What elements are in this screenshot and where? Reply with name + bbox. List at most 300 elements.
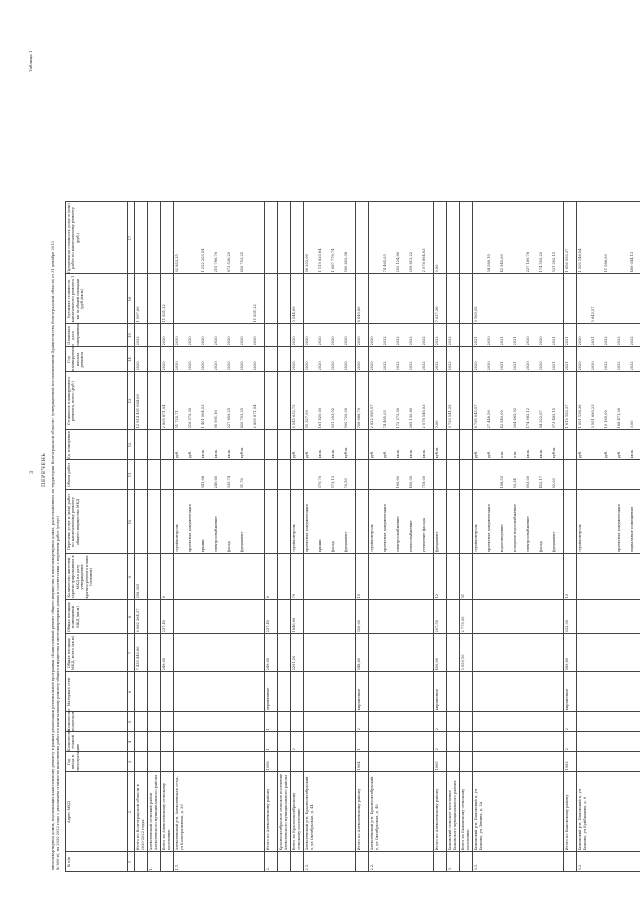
column-header: Количество подъездов [67, 708, 76, 731]
table-cell: 2020 [253, 336, 257, 346]
table-cell: 2 805 871,94 [162, 404, 166, 429]
table-cell: 2022 [630, 361, 634, 371]
row-rule [459, 202, 460, 872]
table-rule [65, 202, 66, 872]
table-cell: 590 802,08 [344, 251, 348, 273]
table-cell: 1 997,66 [136, 306, 140, 323]
table-cell: 820 753,25 [240, 251, 244, 273]
column-header: Ед. измерения [67, 431, 71, 459]
table-cell: 31,76 [240, 478, 244, 489]
row-rule [355, 202, 356, 872]
table-cell: Итого по Алексеевскому району [435, 788, 439, 851]
table-cell: проектная документация [305, 504, 309, 553]
table-cell: 2020 [240, 336, 244, 346]
table-cell: Быковский р-н, Быковский п, ул Быковы, ул Ленина, д. 3А [474, 788, 483, 851]
table-column-rule [65, 771, 640, 772]
table-cell: 718,00 [422, 475, 426, 489]
table-cell: подвальные помещения [630, 506, 634, 553]
table-column-rule [65, 599, 640, 600]
row-rule [147, 202, 148, 872]
table-cell: кирпичные [435, 689, 439, 711]
table-column-rule [65, 553, 640, 554]
column-header: Количество жителей, зарегистрированных в МКД на дату утверждения краткосрочного плана (человек) [67, 555, 94, 599]
table-cell: 3 501 680,23 [591, 404, 595, 429]
table-cell: 2021 [552, 361, 556, 371]
table-cell: фасад [331, 541, 335, 553]
table-cell: 3 544,69 [292, 306, 296, 323]
table-cell: 74 465,03 [383, 254, 387, 273]
table-cell: кв.м. [331, 449, 335, 459]
table-cell: 2 [565, 728, 569, 731]
row-rule [173, 202, 174, 872]
table-cell: 2020 [201, 361, 205, 371]
table-cell: 2 822 085,57 [370, 404, 374, 429]
table-cell: 3 729 541,25 [448, 404, 452, 429]
table-cell: 34 589,10 [487, 254, 491, 273]
table-cell: 2022 [630, 336, 634, 346]
table-cell: 11 831,22 [253, 304, 257, 323]
table-cell: 1958 [266, 761, 270, 771]
table-cell: электроснабжение [396, 516, 400, 553]
table-column-rule [65, 346, 640, 347]
table-cell: руб. [487, 450, 491, 459]
table-cell: 1 656 550,37 [565, 248, 569, 273]
table-cell: 265 130,80 [409, 407, 413, 429]
table-cell: 335,74 [227, 475, 231, 489]
table-cell: 400,00 [409, 475, 413, 489]
table-cell: 209 812,22 [409, 251, 413, 273]
table-cell: 2 775,50 [461, 616, 465, 633]
table-cell: 2022 [396, 361, 400, 371]
table-cell: 13 [565, 593, 569, 599]
table-cell: крыши [201, 539, 205, 553]
table-cell: 2021 [513, 336, 517, 346]
table-cell: 92,00 [552, 478, 556, 489]
table-cell: 15 [357, 593, 361, 599]
table-cell: 2020 [487, 361, 491, 371]
table-cell: 2 [357, 728, 361, 731]
table-cell: 237,40 [266, 619, 270, 633]
table-cell: 2020 [214, 361, 218, 371]
table-cell: 2.1. [305, 863, 309, 871]
column-number: 4 [128, 740, 132, 744]
table-cell: Алексеевский р-н, Краснооктябрьский п, ул Октябрьская, д. 46 [370, 776, 379, 851]
column-header: Плановая дата завершения [67, 322, 80, 346]
column-number: 8 [128, 615, 132, 619]
table-cell: 2020 [136, 361, 140, 371]
table-cell: 174 555,20 [539, 251, 543, 273]
document-title: ПЕРЕЧЕНЬ [41, 452, 47, 487]
table-cell: водоотведение [500, 524, 504, 553]
row-rule [290, 202, 291, 872]
column-number: 14 [128, 357, 132, 362]
table-cell: 2021 [552, 336, 556, 346]
row-rule [368, 202, 369, 872]
table-cell: 2020 [305, 361, 309, 371]
table-cell: 2020 [201, 336, 205, 346]
table-cell: 161 820,00 [318, 407, 322, 429]
table-cell: проектная документация [188, 504, 192, 553]
table-cell: 2020 [253, 361, 257, 371]
table-cell: 873 536,29 [227, 251, 231, 273]
table-cell: 297,50 [435, 619, 439, 633]
table-cell: электроснабжение [214, 516, 218, 553]
row-rule [576, 202, 577, 872]
table-cell: 3.2. [578, 863, 582, 871]
table-cell: 2022 [383, 361, 387, 371]
table-cell: 1 119 820,64 [318, 248, 322, 273]
table-cell: 1 222 203,54 [201, 248, 205, 273]
column-header: Перечень услуг и (или) работ по капитальному ремонту общего имущества МКД [67, 493, 80, 551]
table-cell: руб. [292, 450, 296, 459]
column-header: Год ввода в эксплуатацию [67, 743, 80, 771]
table-cell: 2020 [227, 361, 231, 371]
table-cell: Итого по Алексеевскому району [266, 788, 270, 851]
table-cell: 2022 [409, 361, 413, 371]
table-cell: 489 044,13 [630, 251, 634, 273]
table-cell: 2020 [214, 336, 218, 346]
table-cell: 0,00 [630, 420, 634, 429]
table-cell: фасад [227, 541, 231, 553]
table-cell: фасад [539, 541, 543, 553]
table-cell: кв.м. [409, 449, 413, 459]
table-cell: 2022 [604, 336, 608, 346]
table-cell: 1 001 138,36 [578, 404, 582, 429]
table-column-rule [65, 633, 640, 634]
table-cell: 3 059,10 [461, 654, 465, 671]
column-header: Удельная стоимость капитального ремонта 1 кв. м общей площади (руб./кв.м) [67, 275, 85, 323]
table-cell: руб. [578, 450, 582, 459]
table-cell: 2022 [435, 336, 439, 346]
table-cell: 11 831,22 [162, 304, 166, 323]
table-cell: 2.2. [370, 863, 374, 871]
table-cell: куб.м. [435, 446, 439, 459]
table-cell: п.м. [513, 451, 517, 459]
table-cell: 204 665,92 [513, 407, 517, 429]
table-cell: Быковский сельское поселение Быковского муниципального района [448, 780, 457, 851]
table-cell: 2020 [474, 361, 478, 371]
table-cell: 1964 [357, 761, 361, 771]
column-header: Материал стен [67, 677, 71, 707]
table-cell: Алексеевский р-н, Краснооктябрьский п, ул Октябрьская, д. 44 [305, 776, 314, 851]
table-cell: 452,17 [539, 475, 543, 489]
table-column-rule [65, 459, 640, 460]
table-cell: 62 853,25 [175, 254, 179, 273]
column-header: Предельная стоимость услуг и (или) работ по капитальному ремонту (руб.) [67, 203, 80, 273]
row-rule [134, 202, 135, 872]
column-number: 3 [128, 760, 132, 764]
table-cell: 341,68 [201, 475, 205, 489]
table-column-rule [65, 871, 640, 872]
table-cell: 1. [149, 867, 153, 871]
table-cell: 2020 [318, 361, 322, 371]
column-number: 9 [128, 575, 132, 579]
table-cell: 6 682 364,37 [136, 608, 140, 633]
table-cell: кв.м. [318, 449, 322, 459]
table-cell: 2 078 864,63 [422, 248, 426, 273]
table-cell: 1 619 150,37 [565, 404, 569, 429]
table-cell: 2021 [565, 336, 569, 346]
table-cell: 8 640,80 [357, 306, 361, 323]
table-cell: 70,50 [344, 478, 348, 489]
table-cell: 198,53 [500, 475, 504, 489]
table-cell: крыши [318, 539, 322, 553]
row-rule [160, 202, 161, 872]
table-cell: 2020 [331, 336, 335, 346]
table-cell: Всего по Краснооктябрьскому сельскому поселению [292, 792, 301, 851]
document-subtitle-line-1: многоквартирных домов, подлежащих капитальному ремонту в рамках реализации региональной программы «Капитальный ремонт общего имущества в многоквартирных домах, расположенных на территории Волгоградской области» (утвержденной постановлением Правительства Волгоградской области от 31 декабря 2013 [51, 241, 55, 870]
table-cell: Всего по Алексеевскому сельскому поселению [162, 782, 171, 851]
table-cell: 2022 [136, 336, 140, 346]
table-cell: кв.м. [201, 449, 205, 459]
table-cell: Итого по Быковскому району [565, 794, 569, 851]
table-cell: 42 540,00 [500, 254, 504, 273]
table-cell: Всего по Быковскому сельскому поселению [461, 788, 470, 851]
table-cell: проектная документация [487, 504, 491, 553]
table-cell: 708 688,70 [357, 407, 361, 429]
table-cell: 12 [435, 593, 439, 599]
table-cell: 2 805 871,94 [253, 404, 257, 429]
table-cell: 2020 [188, 336, 192, 346]
table-cell: 2021 [513, 361, 517, 371]
table-cell: проектная документация [617, 504, 621, 553]
table-column-rule [65, 273, 640, 274]
row-rule [446, 202, 447, 872]
table-cell: 74 465,03 [383, 410, 387, 429]
table-cell: 2 078 546,93 [422, 404, 426, 429]
row-rule [472, 202, 473, 872]
table-cell: 2022 [383, 336, 387, 346]
table-cell: 820 753,25 [240, 407, 244, 429]
table-cell: 2020 [292, 361, 296, 371]
table-cell: 2020 [162, 361, 166, 371]
table-cell: 95 991,16 [214, 410, 218, 429]
table-cell: стройконтроль [370, 524, 374, 553]
table-cell: куб.м. [344, 446, 348, 459]
table-cell: 1 [266, 728, 270, 731]
table-cell: кирпичные [357, 689, 361, 711]
table-cell: утепление фасада [422, 517, 426, 553]
table-cell: 320,60 [357, 619, 361, 633]
table-cell: холодное водоснабжение [513, 504, 517, 553]
table-cell: 2 [435, 728, 439, 731]
table-cell: 168 471,00 [617, 407, 621, 429]
column-number: 10 [128, 519, 132, 525]
table-cell: стройконтроль [175, 524, 179, 553]
table-cell: 2020 [344, 361, 348, 371]
table-cell: 258 305 [136, 583, 140, 599]
table-cell: 8 795 645,57 [474, 404, 478, 429]
column-number: 7 [128, 651, 132, 655]
table-cell: 689,80 [565, 657, 569, 671]
table-column-rule [65, 711, 640, 712]
table-cell: 348,80 [357, 657, 361, 671]
table-cell: 2 [565, 748, 569, 751]
table-cell: 2022 [396, 336, 400, 346]
table-cell: 693,00 [526, 475, 530, 489]
table-cell: стройконтроль [292, 524, 296, 553]
column-number: 16 [128, 296, 132, 302]
table-cell: 2020 [175, 336, 179, 346]
table-cell: 2022 [409, 336, 413, 346]
table-cell: 2022 [617, 361, 621, 371]
table-cell: 2020 [578, 336, 582, 346]
column-header: Объем работ [67, 462, 71, 488]
table-cell: Итого по Алексеевскому району [357, 788, 361, 851]
table-cell: 2022 [422, 361, 426, 371]
column-number: 2 [128, 810, 132, 814]
table-cell: 10 160,00 [604, 410, 608, 429]
table-cell: 7 439 446,86 [136, 646, 140, 671]
table-cell: фундамент [552, 531, 556, 553]
table-cell: 51 725,71 [175, 410, 179, 429]
table-cell: 0,00 [435, 420, 439, 429]
table-cell: 252 124,80 [396, 251, 400, 273]
table-cell: 3 169,05 [474, 306, 478, 323]
column-number: 5 [128, 720, 132, 724]
table-cell: 632,00 [565, 619, 569, 633]
table-cell: 2020 [331, 361, 335, 371]
table-cell: 27 446,56 [487, 410, 491, 429]
table-cell: руб. [383, 450, 387, 459]
table-cell: 2020 [370, 336, 374, 346]
table-cell: кв.м. [422, 449, 426, 459]
column-header: Количество этажей [67, 728, 76, 751]
table-cell: 1846,66 [292, 617, 296, 633]
row-rule [277, 202, 278, 872]
table-cell: 237,40 [162, 619, 166, 633]
table-cell: 2 [435, 748, 439, 751]
table-cell: 2020 [292, 336, 296, 346]
table-column-rule [65, 489, 640, 490]
table-cell: 1 [266, 748, 270, 751]
document-subtitle-line-2: № 800-п), на 2020-2022 годы с указанием стоимости выполнения работ по капитальному ремонту общего имущества в многоквартирных домах в соответствии с перечнем работ (услуг) [56, 516, 60, 870]
table-cell: теплоснабжение [409, 520, 413, 553]
table-column-rule [65, 751, 640, 752]
table-cell: фундамент [435, 531, 439, 553]
table-cell: 2022 [604, 361, 608, 371]
table-cell: 160,60 [396, 475, 400, 489]
column-header: Год планируемого начала ремонта [67, 343, 85, 371]
table-cell: кв.м. [227, 449, 231, 459]
table-cell: кв.м. [630, 449, 634, 459]
table-cell: 2021 [500, 336, 504, 346]
table-cell: проектная документация [383, 504, 387, 553]
table-cell: 2020 [539, 336, 543, 346]
column-header: Общая площадь помещений МКД (кв.м) [67, 601, 80, 633]
column-number: 15 [128, 333, 132, 338]
table-column-rule [65, 201, 640, 202]
table-cell: 3.1. [474, 863, 478, 871]
row-rule [303, 202, 304, 872]
table-cell: 249,60 [162, 657, 166, 671]
table-cell: Краснооктябрьское сельское поселение Алексеевского муниципального района [279, 773, 288, 851]
table-cell: Итого по Волгоградской области в 2020-2022 годах [136, 784, 145, 851]
table-cell: 237 189,78 [526, 251, 530, 273]
table-cell: 379,70 [318, 475, 322, 489]
table-cell: фундамент [240, 531, 244, 553]
table-cell: стройконтроль [474, 524, 478, 553]
column-number: 6 [128, 690, 132, 694]
table-column-rule [65, 323, 640, 324]
table-cell: 2020 [526, 336, 530, 346]
table-cell: 531 092,15 [552, 251, 556, 273]
table-cell: 2 [292, 748, 296, 751]
column-number: 11 [128, 472, 132, 478]
table-cell: 573,13 [331, 475, 335, 489]
table-cell: 11 586,00 [604, 254, 608, 273]
table-cell: кирпичные [565, 689, 569, 711]
table-cell: 2291,20 [292, 655, 296, 671]
column-header: Адрес МКД [67, 801, 71, 823]
table-cell: 1 [357, 748, 361, 751]
table-column-rule [65, 371, 640, 372]
table-cell: 93,34 [513, 478, 517, 489]
table-cell: 51 [461, 593, 465, 599]
table-cell: 2022 [448, 361, 452, 371]
table-cell: 12 814 491 684,69 [136, 394, 140, 429]
table-cell: стройконтроль [578, 524, 582, 553]
table-cell: 2020 [357, 336, 361, 346]
table-cell: 5 643,57 [591, 306, 595, 323]
table-cell: 2020 [305, 336, 309, 346]
table-cell: 66 203,06 [305, 254, 309, 273]
table-cell: 2020 [357, 361, 361, 371]
table-cell: 1965 [435, 761, 439, 771]
table-cell: 2020 [227, 336, 231, 346]
table-cell: 1 401 064,03 [201, 404, 205, 429]
table-cell: Быковский р-н, Быковский п, ул Быковы, ул Куйбышева, д. 6 [578, 788, 587, 851]
table-cell: 500 720,00 [344, 407, 348, 429]
table-cell: 2020 [318, 336, 322, 346]
table-cell: 94 322,67 [539, 410, 543, 429]
table-cell: руб. [305, 450, 309, 459]
column-header: Стоимость планируемого ремонта, всего (руб.) [67, 376, 76, 426]
table-cell: 249,60 [214, 475, 218, 489]
table-cell: фундамент [344, 531, 348, 553]
rotated-table-sheet [20, 12, 634, 892]
table-cell: 2022 [422, 336, 426, 346]
row-rule [433, 202, 434, 872]
table-cell: 373 482,15 [552, 407, 556, 429]
table-cell: кв.м. [539, 449, 543, 459]
table-column-rule [65, 731, 640, 732]
table-cell: куб.м. [240, 446, 244, 459]
table-cell: 42 540,00 [500, 410, 504, 429]
table-cell: 216 579,30 [188, 407, 192, 429]
table-cell: руб. [188, 450, 192, 459]
table-cell: 2020 [162, 336, 166, 346]
table-cell: электроснабжение [526, 516, 530, 553]
table-cell: 2. [266, 867, 270, 871]
table-cell: 227 859,25 [227, 407, 231, 429]
table-cell: руб. [617, 450, 621, 459]
table-cell: 1.1. [175, 863, 179, 871]
table-cell: Алексеевский р-н, Алексеевская ст-ца, ул Кооперативная, д. 29 [175, 776, 184, 851]
table-column-rule [65, 671, 640, 672]
table-cell: 2020 [175, 361, 179, 371]
table-cell: 2020 [240, 361, 244, 371]
row-rule [264, 202, 265, 872]
table-cell: 249,60 [266, 657, 270, 671]
column-header: Общая площадь МКД, всего (кв.м) [67, 635, 76, 671]
table-cell: 6 545 632,72 [292, 404, 296, 429]
table-cell: 3. [448, 867, 452, 871]
table-cell: руб. [175, 450, 179, 459]
table-cell: 172 272,00 [396, 407, 400, 429]
table-cell: 210 766,76 [214, 251, 218, 273]
table-cell: руб. [474, 450, 478, 459]
